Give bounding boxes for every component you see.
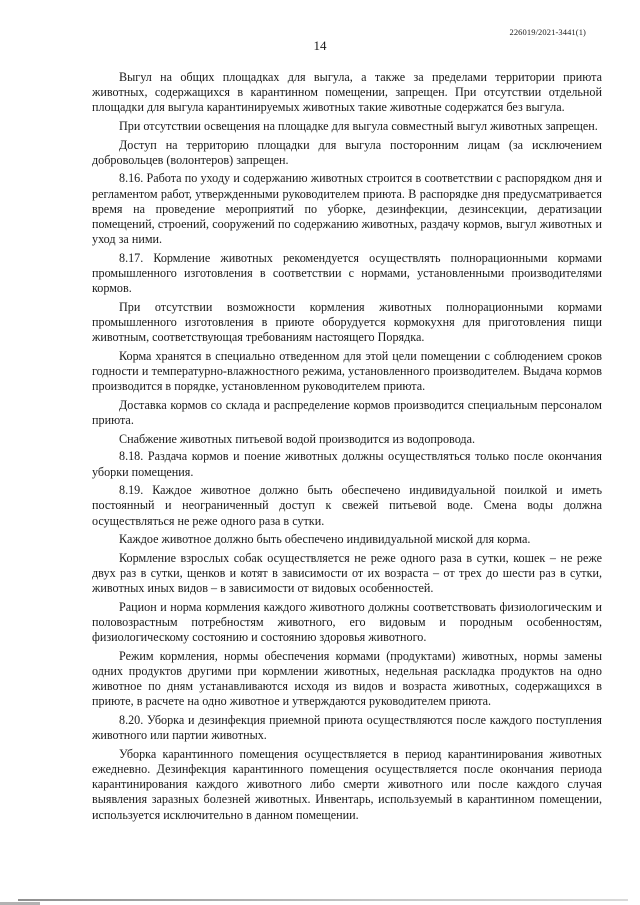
paragraph-walking-access: Доступ на территорию площадки для выгула посторонним лицам (за исключением добровольцев (волонтеров) запрещен. [92,137,602,167]
paragraph-8-19-water-bowl: 8.19. Каждое животное должно быть обеспечено индивидуальной поилкой и иметь постоянный и неограниченный доступ к свежей питьевой воде. Смена воды должна осуществляться не реже одного раза в сутки. [92,483,602,528]
paragraph-water-supply: Снабжение животных питьевой водой производится из водопровода. [119,431,476,446]
document-body [92,70,602,826]
paragraph-8-18-feeding-after-cleaning: 8.18. Раздача кормов и поение животных должны осуществляться только после окончания уборки помещения. [92,449,602,479]
paragraph-feed-delivery: Доставка кормов со склада и распределение кормов производится специальным персоналом приюта. [92,397,602,427]
page-number: 14 [313,38,327,53]
scan-bottom-edge [18,899,628,901]
document-registration-number: 226019/2021-3441(1) [509,27,586,37]
paragraph-diet-norms: Рацион и норма кормления каждого животного должны соответствовать физиологическим и половозрастным потребностям животного, его видовым и породным особенностям, физиологическому состоянию и состоянию здоровья животного. [92,599,602,645]
paragraph-feeding-frequency: Кормление взрослых собак осуществляется не реже одного раза в сутки, кошек – не реже двух раз в сутки, щенков и котят в зависимости от их возраста – от трех до шести раз в сутки, животных иных видов – в зависимости от видовых особенностей. [92,550,602,596]
paragraph-walking-quarantine: Выгул на общих площадках для выгула, а также за пределами территории приюта животных, содержащихся в карантинном помещении, запрещен. При отсутствии отдельной площадки для выгула карантинируемых животных такие животные содержатся без выгула. [92,70,602,115]
paragraph-feed-storage: Корма хранятся в специально отведенном для этой цели помещении с соблюдением сроков годности и температурно-влажностного режима, установленного производителем. Выдача кормов производится в порядке, установленном руководителем приюта. [92,348,602,394]
paragraph-quarantine-cleaning: Уборка карантинного помещения осуществляется в период карантинирования животных ежедневно. Дезинфекция карантинного помещения осуществляется после окончания периода карантинирования каждого животного либо смерти животного или после каждого случая выявления заразных болезней животных. Инвентарь, используемый в карантинном помещении, используется исключительно в данном помещении. [92,746,602,822]
paragraph-feeding-regime: Режим кормления, нормы обеспечения кормами (продуктами) животных, нормы замены одних продуктов другими при кормлении животных, недельная раскладка продуктов на одно животное по дням устанавливаются исходя из видов и возраста животных, содержащихся в приюте, в расчете на одно животное и утверждаются руководителем приюта. [92,648,602,709]
paragraph-walking-lighting: При отсутствии освещения на площадке для выгула совместный выгул животных запрещен. [119,119,598,133]
paragraph-8-16-daily-routine: 8.16. Работа по уходу и содержанию животных строится в соответствии с распорядком дня и регламентом работ, утвержденными руководителем приюта. В распорядке дня предусматривается время на проведение мероприятий по уборке, дезинфекции, дезинсекции, дератизации помещений, строений, сооружений по содержанию животных, раздачу кормов, выгул животных и уход за ними. [92,171,602,247]
paragraph-food-bowl: Каждое животное должно быть обеспечено индивидуальной миской для корма. [119,532,531,547]
paragraph-8-20-reception-cleaning: 8.20. Уборка и дезинфекция приемной приюта осуществляются после каждого поступления животного или партии животных. [92,712,602,743]
paragraph-8-17-feeding: 8.17. Кормление животных рекомендуется осуществлять полнорационными кормами промышленного изготовления в соответствии с нормами, установленными производителями кормов. [92,250,602,296]
paragraph-feed-kitchen: При отсутствии возможности кормления животных полнорационными кормами промышленного изготовления в приюте оборудуется кормокухня для приготовления пищи животным, соответствующая требованиям настоящего Порядка. [92,299,602,345]
